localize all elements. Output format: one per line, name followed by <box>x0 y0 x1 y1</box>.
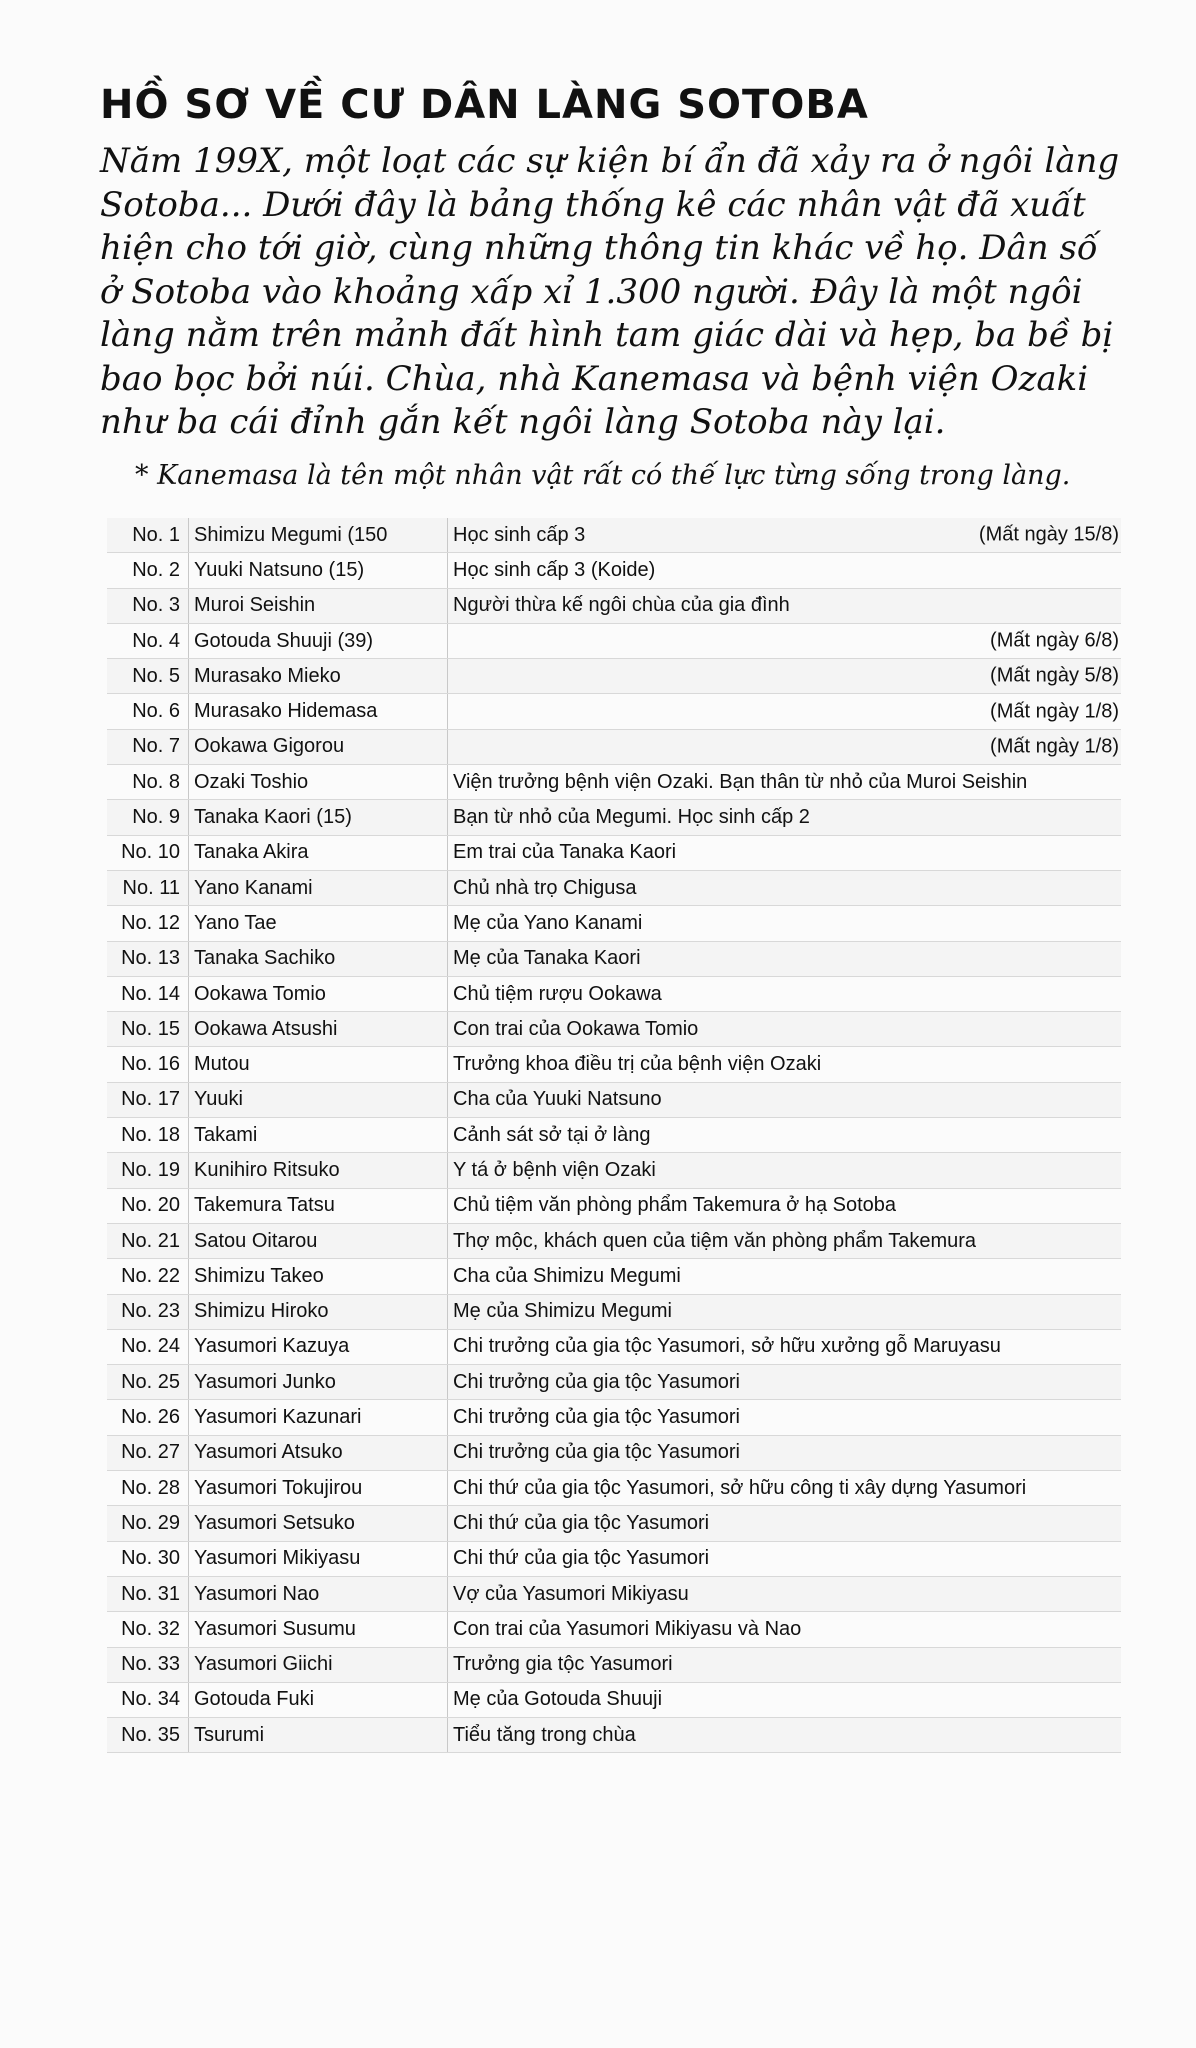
role-text: Em trai của Tanaka Kaori <box>453 841 677 864</box>
resident-number: No. 35 <box>107 1718 189 1753</box>
table-row <box>107 553 1121 588</box>
table-row <box>107 1365 1121 1400</box>
resident-number: No. 27 <box>107 1435 189 1470</box>
resident-role <box>448 1682 1122 1717</box>
resident-name: Tanaka Akira <box>189 835 448 870</box>
role-text: Cảnh sát sở tại ở làng <box>453 1123 651 1146</box>
resident-role <box>448 1612 1122 1647</box>
resident-name: Yasumori Susumu <box>189 1612 448 1647</box>
role-text: Chi trưởng của gia tộc Yasumori <box>453 1406 741 1429</box>
resident-name: Yasumori Nao <box>189 1576 448 1611</box>
role-text: Y tá ở bệnh viện Ozaki <box>453 1158 656 1181</box>
resident-number: No. 3 <box>107 588 189 623</box>
role-text: Chi trưởng của gia tộc Yasumori <box>453 1441 741 1464</box>
table-row <box>107 1471 1121 1506</box>
resident-name: Yasumori Kazunari <box>189 1400 448 1435</box>
resident-role <box>448 1259 1122 1294</box>
table-row <box>107 588 1121 623</box>
resident-role <box>448 1329 1122 1364</box>
footnote: * Kanemasa là tên một nhân vật rất có thế lực từng sống trong làng. <box>135 460 1071 491</box>
resident-name: Yasumori Mikiyasu <box>189 1541 448 1576</box>
role-text: Tiểu tăng trong chùa <box>453 1723 636 1746</box>
resident-number: No. 1 <box>107 518 189 553</box>
table-row <box>107 1294 1121 1329</box>
resident-role <box>448 694 1122 729</box>
resident-number: No. 12 <box>107 906 189 941</box>
resident-role <box>448 553 1122 588</box>
resident-name: Takami <box>189 1118 448 1153</box>
resident-role <box>448 1365 1122 1400</box>
resident-number: No. 33 <box>107 1647 189 1682</box>
table-row <box>107 1153 1121 1188</box>
resident-name: Ozaki Toshio <box>189 765 448 800</box>
resident-role <box>448 1471 1122 1506</box>
role-text: Chủ nhà trọ Chigusa <box>453 876 637 899</box>
resident-role <box>448 1647 1122 1682</box>
role-text: Chi trưởng của gia tộc Yasumori, sở hữu xưởng gỗ Maruyasu <box>453 1335 1001 1358</box>
death-note: (Mất ngày 1/8) <box>984 735 1119 758</box>
table-row <box>107 1506 1121 1541</box>
resident-number: No. 6 <box>107 694 189 729</box>
resident-name: Yasumori Kazuya <box>189 1329 448 1364</box>
table-row <box>107 1647 1121 1682</box>
resident-number: No. 17 <box>107 1082 189 1117</box>
resident-role <box>448 835 1122 870</box>
resident-role <box>448 765 1122 800</box>
resident-name: Yano Tae <box>189 906 448 941</box>
role-text: Học sinh cấp 3 (Koide) <box>453 558 656 581</box>
resident-name: Satou Oitarou <box>189 1223 448 1258</box>
table-row <box>107 835 1121 870</box>
role-text: Mẹ của Gotouda Shuuji <box>453 1688 663 1711</box>
resident-name: Yasumori Atsuko <box>189 1435 448 1470</box>
resident-name: Muroi Seishin <box>189 588 448 623</box>
resident-role <box>448 1047 1122 1082</box>
resident-number: No. 32 <box>107 1612 189 1647</box>
resident-role <box>448 1435 1122 1470</box>
resident-role <box>448 1118 1122 1153</box>
resident-name: Ookawa Atsushi <box>189 1012 448 1047</box>
resident-table <box>107 518 1121 1753</box>
resident-name: Gotouda Fuki <box>189 1682 448 1717</box>
role-text: Con trai của Ookawa Tomio <box>453 1017 699 1040</box>
table-row <box>107 870 1121 905</box>
resident-name: Murasako Hidemasa <box>189 694 448 729</box>
resident-role <box>448 976 1122 1011</box>
resident-role <box>448 1400 1122 1435</box>
resident-name: Tanaka Sachiko <box>189 941 448 976</box>
role-text: Chi thứ của gia tộc Yasumori <box>453 1511 710 1534</box>
resident-role <box>448 906 1122 941</box>
table-row <box>107 623 1121 658</box>
table-row <box>107 1223 1121 1258</box>
resident-number: No. 25 <box>107 1365 189 1400</box>
resident-name: Murasako Mieko <box>189 659 448 694</box>
resident-role <box>448 941 1122 976</box>
resident-number: No. 24 <box>107 1329 189 1364</box>
table-row <box>107 976 1121 1011</box>
role-text: Chi trưởng của gia tộc Yasumori <box>453 1370 741 1393</box>
resident-role <box>448 1188 1122 1223</box>
resident-number: No. 22 <box>107 1259 189 1294</box>
resident-name: Tsurumi <box>189 1718 448 1753</box>
resident-role <box>448 1012 1122 1047</box>
role-text: Mẹ của Shimizu Megumi <box>453 1300 672 1323</box>
resident-number: No. 19 <box>107 1153 189 1188</box>
role-text: Trưởng gia tộc Yasumori <box>453 1653 673 1676</box>
table-row <box>107 1576 1121 1611</box>
resident-role <box>448 1576 1122 1611</box>
resident-name: Shimizu Takeo <box>189 1259 448 1294</box>
resident-name: Tanaka Kaori (15) <box>189 800 448 835</box>
resident-number: No. 18 <box>107 1118 189 1153</box>
role-text: Chi thứ của gia tộc Yasumori, sở hữu công ti xây dựng Yasumori <box>453 1476 1027 1499</box>
table-row <box>107 694 1121 729</box>
role-text: Bạn từ nhỏ của Megumi. Học sinh cấp 2 <box>453 806 810 829</box>
table-row <box>107 1012 1121 1047</box>
role-text: Mẹ của Yano Kanami <box>453 911 643 934</box>
resident-name: Yasumori Junko <box>189 1365 448 1400</box>
resident-role <box>448 729 1122 764</box>
table-row <box>107 659 1121 694</box>
resident-number: No. 5 <box>107 659 189 694</box>
resident-name: Yasumori Setsuko <box>189 1506 448 1541</box>
resident-number: No. 23 <box>107 1294 189 1329</box>
resident-name: Yuuki <box>189 1082 448 1117</box>
table-row <box>107 1118 1121 1153</box>
table-row <box>107 1047 1121 1082</box>
resident-number: No. 30 <box>107 1541 189 1576</box>
resident-role <box>448 1506 1122 1541</box>
death-note: (Mất ngày 6/8) <box>990 629 1119 652</box>
role-text: Cha của Yuuki Natsuno <box>453 1088 662 1111</box>
table-row <box>107 1329 1121 1364</box>
death-note: (Mất ngày 15/8) <box>973 524 1119 547</box>
table-row <box>107 1082 1121 1117</box>
table-row <box>107 1541 1121 1576</box>
resident-number: No. 15 <box>107 1012 189 1047</box>
death-note: (Mất ngày 5/8) <box>984 665 1119 688</box>
table-row <box>107 1718 1121 1753</box>
resident-number: No. 8 <box>107 765 189 800</box>
table-row <box>107 1188 1121 1223</box>
resident-name: Yasumori Giichi <box>189 1647 448 1682</box>
role-text: Chủ tiệm rượu Ookawa <box>453 982 662 1005</box>
resident-number: No. 26 <box>107 1400 189 1435</box>
role-text: Thợ mộc, khách quen của tiệm văn phòng phẩm Takemura <box>453 1229 977 1252</box>
resident-number: No. 31 <box>107 1576 189 1611</box>
table-row <box>107 941 1121 976</box>
resident-number: No. 16 <box>107 1047 189 1082</box>
resident-role <box>448 1718 1122 1753</box>
resident-number: No. 2 <box>107 553 189 588</box>
resident-number: No. 34 <box>107 1682 189 1717</box>
table-row <box>107 1259 1121 1294</box>
resident-number: No. 21 <box>107 1223 189 1258</box>
role-text: Người thừa kế ngôi chùa của gia đình <box>453 594 790 617</box>
table-row <box>107 518 1121 553</box>
table-row <box>107 906 1121 941</box>
resident-role <box>448 588 1122 623</box>
resident-name: Shimizu Megumi (150 <box>189 518 448 553</box>
resident-role <box>448 1223 1122 1258</box>
resident-role <box>448 870 1122 905</box>
resident-role <box>448 518 1122 553</box>
resident-name: Ookawa Tomio <box>189 976 448 1011</box>
role-text: Cha của Shimizu Megumi <box>453 1264 681 1287</box>
resident-number: No. 14 <box>107 976 189 1011</box>
resident-role <box>448 1541 1122 1576</box>
resident-name: Kunihiro Ritsuko <box>189 1153 448 1188</box>
page-title: HỒ SƠ VỀ CƯ DÂN LÀNG SOTOBA <box>100 82 869 128</box>
resident-name: Gotouda Shuuji (39) <box>189 623 448 658</box>
resident-name: Shimizu Hiroko <box>189 1294 448 1329</box>
resident-number: No. 9 <box>107 800 189 835</box>
table-row <box>107 1682 1121 1717</box>
resident-role <box>448 659 1122 694</box>
table-row <box>107 1435 1121 1470</box>
resident-number: No. 28 <box>107 1471 189 1506</box>
resident-number: No. 4 <box>107 623 189 658</box>
resident-role <box>448 1153 1122 1188</box>
table-row <box>107 729 1121 764</box>
resident-role <box>448 1082 1122 1117</box>
resident-role <box>448 1294 1122 1329</box>
resident-name: Yuuki Natsuno (15) <box>189 553 448 588</box>
role-text: Chi thứ của gia tộc Yasumori <box>453 1547 710 1570</box>
resident-role <box>448 623 1122 658</box>
table-row <box>107 1400 1121 1435</box>
death-note: (Mất ngày 1/8) <box>990 700 1119 723</box>
resident-name: Yano Kanami <box>189 870 448 905</box>
resident-name: Yasumori Tokujirou <box>189 1471 448 1506</box>
table-row <box>107 1612 1121 1647</box>
table-row <box>107 765 1121 800</box>
resident-number: No. 11 <box>107 870 189 905</box>
role-text: Viện trưởng bệnh viện Ozaki. Bạn thân từ nhỏ của Muroi Seishin <box>453 770 1028 793</box>
resident-number: No. 20 <box>107 1188 189 1223</box>
resident-number: No. 29 <box>107 1506 189 1541</box>
intro-paragraph: Năm 199X, một loạt các sự kiện bí ẩn đã xảy ra ở ngôi làng Sotoba... Dưới đây là bảng thống kê các nhân vật đã xuất hiện cho tới giờ, cùng những thông tin khác về họ. Dân số ở Sotoba vào khoảng xấp xỉ 1.300 người. Đây là một ngôi làng nằm trên mảnh đất hình tam giác dài và hẹp, ba bề bị bao bọc bởi núi. Chùa, nhà Kanemasa và bệnh viện Ozaki như ba cái đỉnh gắn kết ngôi làng Sotoba này lại. <box>100 141 1120 442</box>
resident-name: Mutou <box>189 1047 448 1082</box>
resident-number: No. 10 <box>107 835 189 870</box>
resident-number: No. 13 <box>107 941 189 976</box>
role-text: Con trai của Yasumori Mikiyasu và Nao <box>453 1617 802 1640</box>
resident-name: Ookawa Gigorou <box>189 729 448 764</box>
resident-number: No. 7 <box>107 729 189 764</box>
role-text: Vợ của Yasumori Mikiyasu <box>453 1582 689 1605</box>
role-text: Chủ tiệm văn phòng phẩm Takemura ở hạ Sotoba <box>453 1194 897 1217</box>
role-text: Học sinh cấp 3 <box>453 523 586 546</box>
resident-name: Takemura Tatsu <box>189 1188 448 1223</box>
resident-role <box>448 800 1122 835</box>
role-text: Mẹ của Tanaka Kaori <box>453 947 641 970</box>
role-text: Trưởng khoa điều trị của bệnh viện Ozaki <box>453 1053 822 1076</box>
table-row <box>107 800 1121 835</box>
